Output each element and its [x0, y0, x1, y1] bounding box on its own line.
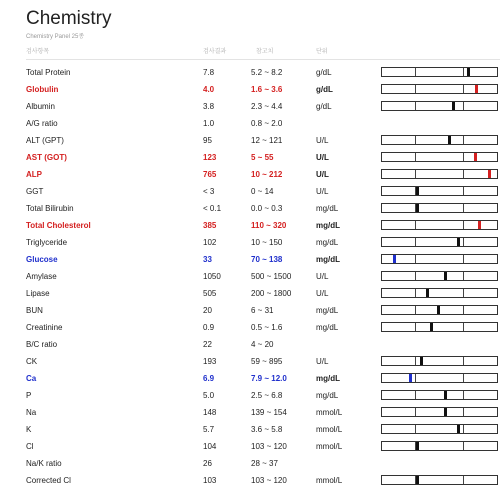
test-unit: g/dL: [316, 102, 332, 111]
report-title: Chemistry: [26, 8, 112, 29]
gauge-marker: [448, 136, 451, 144]
reference-range: 0.5 ~ 1.6: [251, 323, 283, 332]
table-row: [0, 438, 500, 455]
table-row: [0, 370, 500, 387]
test-unit: U/L: [316, 136, 329, 145]
table-row: [0, 319, 500, 336]
test-name: A/G ratio: [26, 119, 58, 128]
gauge-low-divider: [415, 238, 416, 246]
range-gauge: [381, 101, 498, 111]
test-unit: mg/dL: [316, 204, 339, 213]
test-name: Na: [26, 408, 37, 417]
test-unit: mmol/L: [316, 425, 343, 434]
range-gauge: [381, 475, 498, 485]
test-result: < 3: [203, 187, 215, 196]
table-row: [0, 251, 500, 268]
reference-range: 5.2 ~ 8.2: [251, 68, 283, 77]
reference-range: 2.3 ~ 4.4: [251, 102, 283, 111]
reference-range: 5 ~ 55: [251, 153, 274, 162]
test-result: 33: [203, 255, 212, 264]
test-name: Total Protein: [26, 68, 71, 77]
gauge-marker: [416, 204, 419, 212]
test-unit: g/dL: [316, 85, 333, 94]
gauge-marker: [437, 306, 440, 314]
test-result: 0.9: [203, 323, 215, 332]
test-result: 95: [203, 136, 212, 145]
table-row: [0, 455, 500, 472]
table-row: [0, 353, 500, 370]
test-result: 385: [203, 221, 217, 230]
gauge-marker: [409, 374, 412, 382]
range-gauge: [381, 288, 498, 298]
gauge-high-divider: [463, 102, 464, 110]
test-result: < 0.1: [203, 204, 222, 213]
reference-range: 0.8 ~ 2.0: [251, 119, 283, 128]
test-unit: mmol/L: [316, 442, 343, 451]
gauge-high-divider: [463, 272, 464, 280]
test-result: 6.9: [203, 374, 215, 383]
reference-range: 4 ~ 20: [251, 340, 274, 349]
gauge-high-divider: [463, 391, 464, 399]
test-name: ALT (GPT): [26, 136, 64, 145]
test-result: 5.0: [203, 391, 215, 400]
gauge-low-divider: [415, 68, 416, 76]
test-name: Total Cholesterol: [26, 221, 91, 230]
range-gauge: [381, 407, 498, 417]
gauge-high-divider: [463, 374, 464, 382]
gauge-high-divider: [463, 255, 464, 263]
table-row: [0, 149, 500, 166]
test-result: 103: [203, 476, 217, 485]
test-unit: mg/dL: [316, 391, 339, 400]
test-result: 1.0: [203, 119, 215, 128]
test-name: Triglyceride: [26, 238, 68, 247]
gauge-low-divider: [415, 391, 416, 399]
gauge-marker: [457, 425, 460, 433]
reference-range: 59 ~ 895: [251, 357, 283, 366]
gauge-high-divider: [463, 68, 464, 76]
test-name: AST (GOT): [26, 153, 67, 162]
test-name: Lipase: [26, 289, 50, 298]
gauge-low-divider: [415, 306, 416, 314]
test-result: 765: [203, 170, 217, 179]
gauge-low-divider: [415, 170, 416, 178]
test-result: 26: [203, 459, 212, 468]
reference-range: 10 ~ 150: [251, 238, 283, 247]
table-row: [0, 234, 500, 251]
range-gauge: [381, 441, 498, 451]
gauge-low-divider: [415, 255, 416, 263]
test-result: 20: [203, 306, 212, 315]
test-name: Creatinine: [26, 323, 63, 332]
gauge-low-divider: [415, 289, 416, 297]
range-gauge: [381, 373, 498, 383]
test-name: Ca: [26, 374, 37, 383]
range-gauge: [381, 220, 498, 230]
gauge-marker: [393, 255, 396, 263]
table-row: [0, 115, 500, 132]
table-row: [0, 421, 500, 438]
range-gauge: [381, 424, 498, 434]
gauge-low-divider: [415, 357, 416, 365]
table-row: [0, 285, 500, 302]
range-gauge: [381, 152, 498, 162]
range-gauge: [381, 271, 498, 281]
gauge-marker: [488, 170, 491, 178]
reference-range: 28 ~ 37: [251, 459, 278, 468]
gauge-high-divider: [463, 204, 464, 212]
column-header-name: 검사항목: [26, 49, 50, 55]
test-result: 505: [203, 289, 217, 298]
gauge-marker: [444, 272, 447, 280]
gauge-marker: [430, 323, 433, 331]
test-name: Albumin: [26, 102, 55, 111]
gauge-high-divider: [463, 289, 464, 297]
test-unit: U/L: [316, 187, 329, 196]
test-result: 7.8: [203, 68, 215, 77]
gauge-low-divider: [415, 272, 416, 280]
table-row: [0, 268, 500, 285]
test-unit: U/L: [316, 170, 329, 179]
test-name: Cl: [26, 442, 34, 451]
test-unit: U/L: [316, 357, 329, 366]
gauge-high-divider: [463, 323, 464, 331]
test-result: 148: [203, 408, 217, 417]
range-gauge: [381, 135, 498, 145]
gauge-marker: [444, 391, 447, 399]
test-name: Amylase: [26, 272, 57, 281]
table-row: [0, 387, 500, 404]
test-name: Total Bilirubin: [26, 204, 74, 213]
gauge-marker: [444, 408, 447, 416]
range-gauge: [381, 84, 498, 94]
gauge-low-divider: [415, 85, 416, 93]
table-row: [0, 217, 500, 234]
range-gauge: [381, 356, 498, 366]
gauge-high-divider: [463, 136, 464, 144]
gauge-high-divider: [463, 476, 464, 484]
test-name: B/C ratio: [26, 340, 58, 349]
test-unit: U/L: [316, 272, 329, 281]
gauge-marker: [420, 357, 423, 365]
reference-range: 2.5 ~ 6.8: [251, 391, 283, 400]
range-gauge: [381, 186, 498, 196]
test-unit: mg/dL: [316, 221, 340, 230]
reference-range: 0.0 ~ 0.3: [251, 204, 283, 213]
test-name: P: [26, 391, 32, 400]
gauge-high-divider: [463, 306, 464, 314]
test-result: 4.0: [203, 85, 215, 94]
gauge-low-divider: [415, 408, 416, 416]
test-name: GGT: [26, 187, 44, 196]
gauge-high-divider: [463, 238, 464, 246]
reference-range: 1.6 ~ 3.6: [251, 85, 283, 94]
gauge-high-divider: [463, 85, 464, 93]
test-unit: mmol/L: [316, 408, 343, 417]
gauge-low-divider: [415, 425, 416, 433]
table-row: [0, 200, 500, 217]
table-row: [0, 132, 500, 149]
gauge-high-divider: [463, 425, 464, 433]
gauge-low-divider: [415, 323, 416, 331]
column-header-result: 검사결과: [203, 49, 227, 55]
reference-range: 200 ~ 1800: [251, 289, 292, 298]
table-row: [0, 302, 500, 319]
gauge-high-divider: [463, 170, 464, 178]
test-result: 104: [203, 442, 217, 451]
test-unit: mg/dL: [316, 374, 340, 383]
report-subtitle: Chemistry Panel 25종: [26, 34, 85, 40]
reference-range: 70 ~ 138: [251, 255, 283, 264]
range-gauge: [381, 254, 498, 264]
reference-range: 110 ~ 320: [251, 221, 287, 230]
table-row: [0, 64, 500, 81]
gauge-marker: [457, 238, 460, 246]
test-unit: mg/dL: [316, 323, 339, 332]
test-result: 22: [203, 340, 212, 349]
table-row: [0, 166, 500, 183]
test-unit: mmol/L: [316, 476, 343, 485]
test-name: K: [26, 425, 32, 434]
reference-range: 0 ~ 14: [251, 187, 274, 196]
gauge-marker: [478, 221, 481, 229]
test-name: Glucose: [26, 255, 58, 264]
range-gauge: [381, 203, 498, 213]
reference-range: 3.6 ~ 5.8: [251, 425, 283, 434]
reference-range: 6 ~ 31: [251, 306, 274, 315]
gauge-low-divider: [415, 102, 416, 110]
gauge-marker: [474, 153, 477, 161]
column-header-reference: 참고치: [256, 49, 274, 55]
gauge-high-divider: [463, 187, 464, 195]
gauge-marker: [426, 289, 429, 297]
gauge-low-divider: [415, 153, 416, 161]
range-gauge: [381, 67, 498, 77]
range-gauge: [381, 237, 498, 247]
test-unit: mg/dL: [316, 306, 339, 315]
gauge-low-divider: [415, 221, 416, 229]
table-row: [0, 472, 500, 489]
test-unit: mg/dL: [316, 255, 340, 264]
test-name: ALP: [26, 170, 42, 179]
gauge-marker: [452, 102, 455, 110]
range-gauge: [381, 390, 498, 400]
table-row: [0, 183, 500, 200]
table-row: [0, 336, 500, 353]
reference-range: 7.9 ~ 12.0: [251, 374, 287, 383]
range-gauge: [381, 169, 498, 179]
test-unit: mg/dL: [316, 238, 339, 247]
column-header-unit: 단위: [316, 49, 328, 55]
test-result: 1050: [203, 272, 221, 281]
reference-range: 103 ~ 120: [251, 476, 287, 485]
gauge-marker: [416, 187, 419, 195]
gauge-high-divider: [463, 408, 464, 416]
gauge-low-divider: [415, 136, 416, 144]
table-row: [0, 98, 500, 115]
table-row: [0, 81, 500, 98]
table-row: [0, 404, 500, 421]
test-unit: g/dL: [316, 68, 332, 77]
test-name: Corrected Cl: [26, 476, 71, 485]
test-result: 5.7: [203, 425, 215, 434]
gauge-low-divider: [415, 374, 416, 382]
test-result: 123: [203, 153, 217, 162]
reference-range: 12 ~ 121: [251, 136, 283, 145]
reference-range: 139 ~ 154: [251, 408, 287, 417]
reference-range: 500 ~ 1500: [251, 272, 292, 281]
test-unit: U/L: [316, 153, 329, 162]
test-unit: U/L: [316, 289, 329, 298]
test-name: Globulin: [26, 85, 59, 94]
test-name: Na/K ratio: [26, 459, 62, 468]
test-result: 193: [203, 357, 217, 366]
test-result: 102: [203, 238, 217, 247]
reference-range: 103 ~ 120: [251, 442, 287, 451]
gauge-marker: [475, 85, 478, 93]
gauge-marker: [416, 476, 419, 484]
header-divider: [26, 59, 500, 60]
test-result: 3.8: [203, 102, 215, 111]
gauge-high-divider: [463, 221, 464, 229]
gauge-high-divider: [463, 442, 464, 450]
gauge-marker: [467, 68, 470, 76]
gauge-marker: [416, 442, 419, 450]
test-name: BUN: [26, 306, 43, 315]
test-name: CK: [26, 357, 38, 366]
reference-range: 10 ~ 212: [251, 170, 283, 179]
gauge-high-divider: [463, 357, 464, 365]
range-gauge: [381, 305, 498, 315]
gauge-high-divider: [463, 153, 464, 161]
range-gauge: [381, 322, 498, 332]
